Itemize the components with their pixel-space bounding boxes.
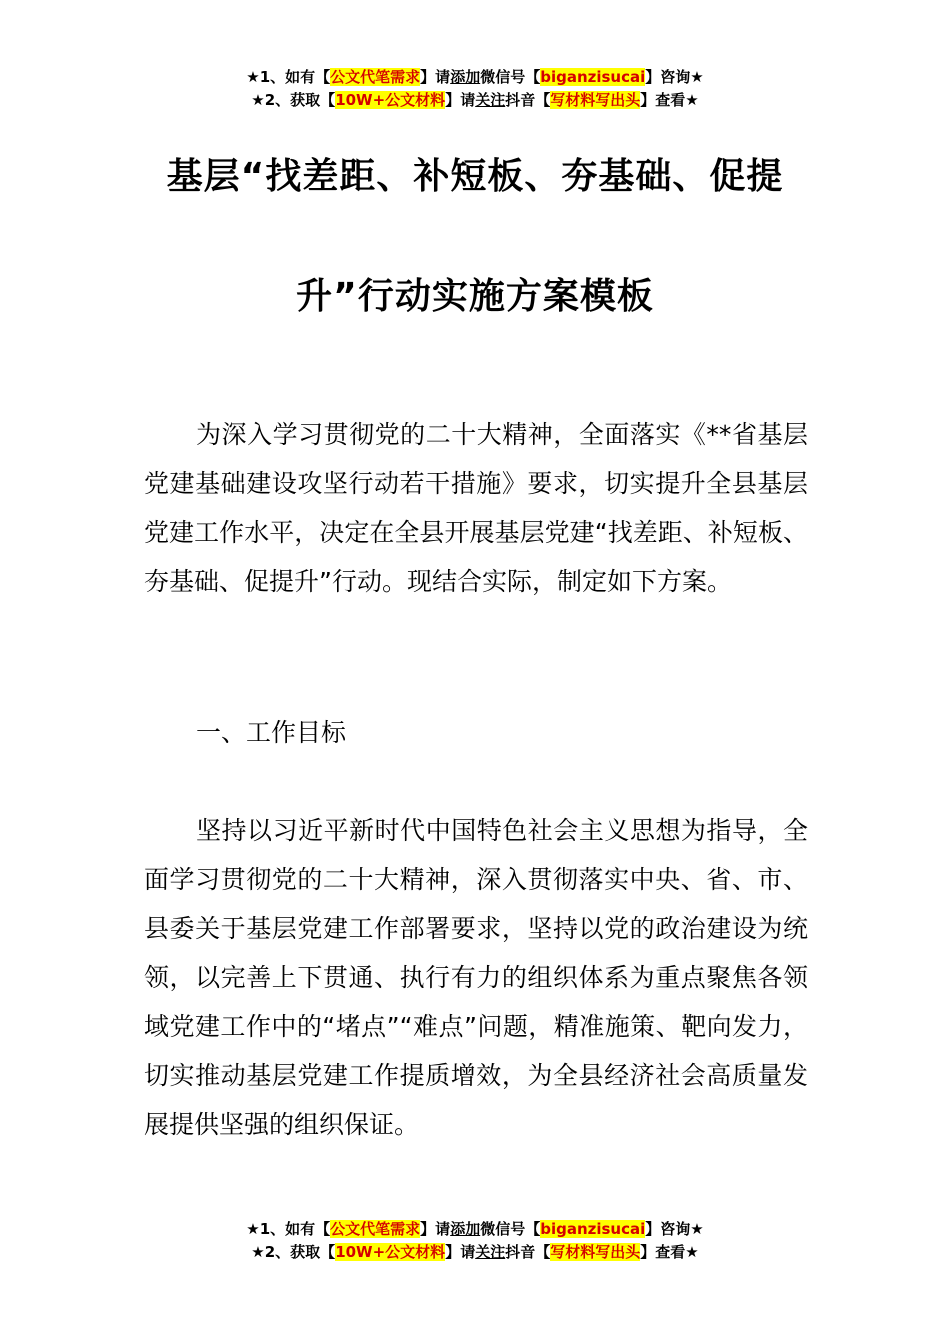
- banner-text: 】咨询★: [645, 68, 704, 86]
- banner-emphasis: 关注: [475, 1243, 506, 1261]
- banner-text: 】请: [445, 1243, 476, 1261]
- banner-highlight: 公文代笔需求: [330, 1220, 421, 1238]
- banner-highlight: biganzisucai: [540, 68, 646, 86]
- banner-highlight: 写材料写出头: [550, 1243, 641, 1261]
- banner-text: 】查看★: [640, 91, 699, 109]
- banner-highlight: biganzisucai: [540, 1220, 646, 1238]
- banner-line-1: [0, 1218, 950, 1241]
- banner-text: 】请: [420, 1220, 451, 1238]
- footer-banner: [0, 1218, 950, 1264]
- banner-text: ★2、获取【: [251, 91, 336, 109]
- banner-text: 抖音【: [505, 1243, 551, 1261]
- banner-line-1: [0, 66, 950, 89]
- banner-emphasis: 关注: [475, 91, 506, 109]
- header-banner: [0, 66, 950, 112]
- banner-emphasis: 添加: [450, 68, 481, 86]
- document-title-line-1: 基层“找差距、补短板、夯基础、促提: [166, 156, 784, 197]
- banner-text: 】查看★: [640, 1243, 699, 1261]
- banner-line-2: [0, 1241, 950, 1264]
- banner-text: 微信号【: [480, 1220, 541, 1238]
- banner-text: 微信号【: [480, 68, 541, 86]
- banner-text: 】咨询★: [645, 1220, 704, 1238]
- paragraph-intro: 为深入学习贯彻党的二十大精神，全面落实《**省基层党建基础建设攻坚行动若干措施》要求，切实提升全县基层党建工作水平，决定在全县开展基层党建“找差距、补短板、夯基础、促提升”行动。现结合实际，制定如下方案。: [144, 420, 808, 596]
- banner-text: 】请: [445, 91, 476, 109]
- paragraph-goals: 坚持以习近平新时代中国特色社会主义思想为指导，全面学习贯彻党的二十大精神，深入贯彻落实中央、省、市、县委关于基层党建工作部署要求，坚持以党的政治建设为统领，以完善上下贯通、执行有力的组织体系为重点聚焦各领域党建工作中的“堵点”“难点”问题，精准施策、靶向发力，切实推动基层党建工作提质增效，为全县经济社会高质量发展提供坚强的组织保证。: [144, 816, 808, 1139]
- banner-text: ★2、获取【: [251, 1243, 336, 1261]
- banner-highlight: 公文代笔需求: [330, 68, 421, 86]
- banner-line-2: [0, 89, 950, 112]
- section-heading-goals: 一、工作目标: [196, 718, 347, 747]
- banner-highlight: 10W+公文材料: [335, 1243, 446, 1261]
- document-title-line-2: 升”行动实施方案模板: [296, 276, 654, 317]
- banner-emphasis: 添加: [450, 1220, 481, 1238]
- banner-highlight: 写材料写出头: [550, 91, 641, 109]
- banner-text: 】请: [420, 68, 451, 86]
- banner-text: 抖音【: [505, 91, 551, 109]
- banner-text: ★1、如有【: [246, 68, 331, 86]
- banner-text: ★1、如有【: [246, 1220, 331, 1238]
- banner-highlight: 10W+公文材料: [335, 91, 446, 109]
